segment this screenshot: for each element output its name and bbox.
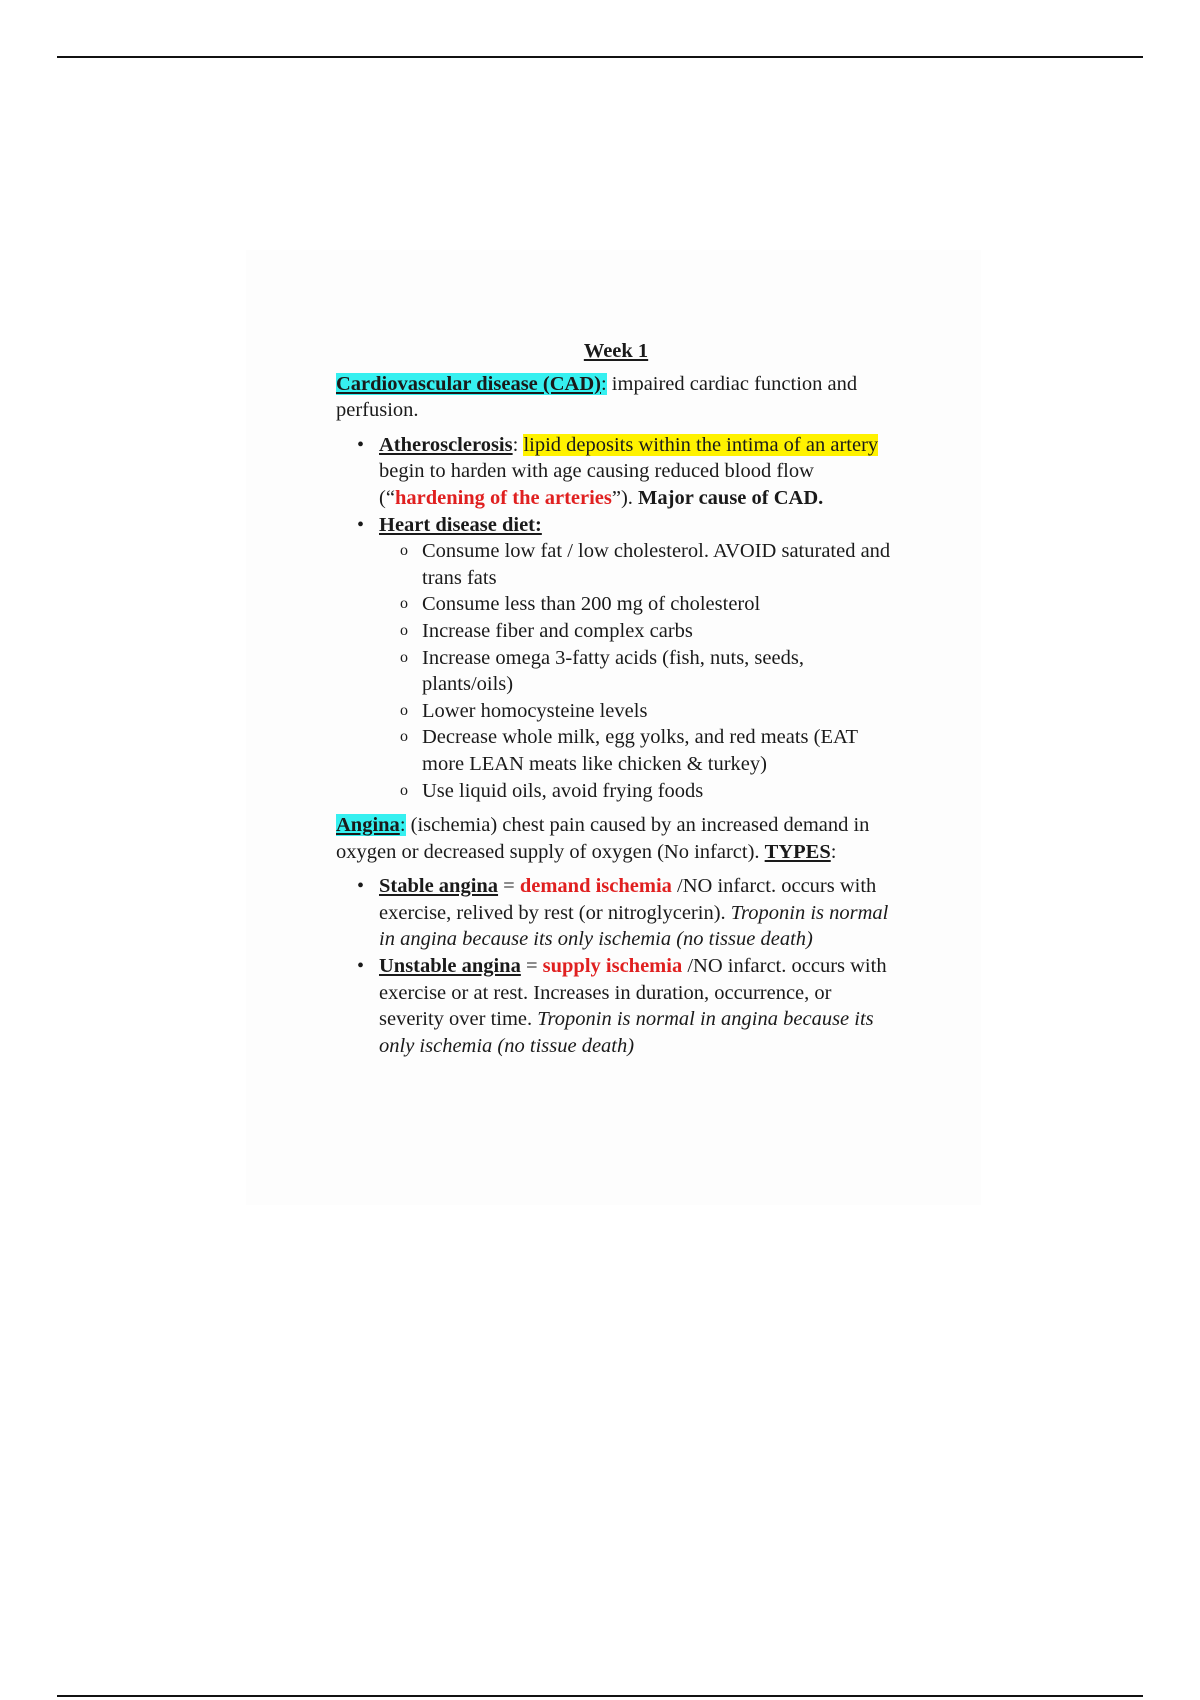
top-rule (57, 56, 1143, 58)
unstable-angina-italic-note: Troponin is normal in angina because its only ischemia (no tissue death) (379, 1008, 874, 1057)
stable-angina-italic-note: Troponin is normal in angina because its only ischemia (no tissue death) (379, 901, 889, 951)
list-item-heart-disease-diet (357, 512, 896, 805)
list-item (400, 778, 896, 805)
unstable-angina-term: Unstable angina (379, 955, 521, 978)
list-item-atherosclerosis (357, 432, 896, 512)
cad-definition: impaired cardiac function and perfusion. (336, 372, 858, 422)
diet-item-text: Use liquid oils, avoid frying foods (422, 779, 704, 802)
angina-types-label: TYPES (764, 840, 831, 863)
angina-colon: : (399, 814, 406, 837)
unstable-angina-red-text: supply ischemia (542, 955, 683, 978)
circle-bullet-icon: o (400, 781, 408, 799)
stable-angina-term: Stable angina (379, 875, 499, 898)
document-content (336, 338, 896, 1067)
atherosclerosis-highlight: lipid deposits within the intima of an artery (523, 433, 879, 456)
angina-term: Angina (336, 814, 400, 837)
bullet-icon: • (357, 955, 365, 978)
diet-item-text: Increase omega 3-fatty acids (fish, nuts, seeds, plants/oils) (422, 646, 804, 696)
list-item (400, 645, 896, 698)
angina-types-colon: : (830, 840, 837, 863)
circle-bullet-icon: o (400, 621, 408, 639)
diet-item-text: Lower homocysteine levels (422, 699, 648, 722)
list-item (400, 591, 896, 618)
bullet-icon: • (357, 875, 365, 898)
angina-definition: (ischemia) chest pain caused by an increased demand in oxygen or decreased supply of oxygen (No infarct). (336, 814, 870, 863)
unstable-angina-text: /NO infarct. occurs with exercise or at rest. Increases in duration, occurrence, or severity over time. (379, 955, 887, 1031)
stable-angina-equals: = (498, 875, 520, 898)
diet-term: Heart disease diet: (379, 513, 542, 536)
stable-angina-text: /NO infarct. occurs with exercise, relived by rest (or nitroglycerin). (379, 875, 877, 924)
circle-bullet-icon: o (400, 701, 408, 719)
circle-bullet-icon: o (400, 542, 408, 560)
bullet-icon: • (357, 513, 365, 536)
list-item (400, 538, 896, 591)
bottom-rule (57, 1695, 1143, 1697)
list-item-unstable-angina (357, 953, 896, 1059)
atherosclerosis-text-1: begin to harden with age causing reduced blood flow (“ (379, 460, 814, 509)
cad-paragraph (336, 371, 896, 424)
atherosclerosis-red-text: hardening of the arteries (394, 486, 612, 509)
page-title: Week 1 (583, 340, 649, 362)
diet-item-text: Decrease whole milk, egg yolks, and red meats (EAT more LEAN meats like chicken & turkey) (422, 726, 858, 775)
angina-paragraph (336, 812, 896, 865)
cad-colon: : (600, 372, 607, 395)
diet-item-text: Consume low fat / low cholesterol. AVOID saturated and trans fats (422, 540, 891, 589)
stable-angina-red-text: demand ischemia (519, 875, 672, 898)
circle-bullet-icon: o (400, 595, 408, 613)
circle-bullet-icon: o (400, 728, 408, 746)
atherosclerosis-bold-text: Major cause of CAD. (638, 486, 824, 509)
circle-bullet-icon: o (400, 648, 408, 666)
diet-sub-list (379, 538, 896, 804)
bullet-icon: • (357, 433, 365, 456)
cad-term: Cardiovascular disease (CAD) (336, 372, 601, 395)
cad-bullet-list (336, 432, 896, 804)
diet-item-text: Consume less than 200 mg of cholesterol (422, 593, 761, 616)
atherosclerosis-term: Atherosclerosis (379, 433, 513, 456)
list-item (400, 618, 896, 645)
list-item (400, 698, 896, 725)
list-item (400, 724, 896, 777)
diet-item-text: Increase fiber and complex carbs (422, 619, 693, 642)
list-item-stable-angina (357, 873, 896, 953)
unstable-angina-equals: = (520, 955, 543, 978)
atherosclerosis-colon: : (512, 433, 524, 456)
atherosclerosis-text-2: ”). (611, 486, 639, 509)
angina-bullet-list (336, 873, 896, 1059)
